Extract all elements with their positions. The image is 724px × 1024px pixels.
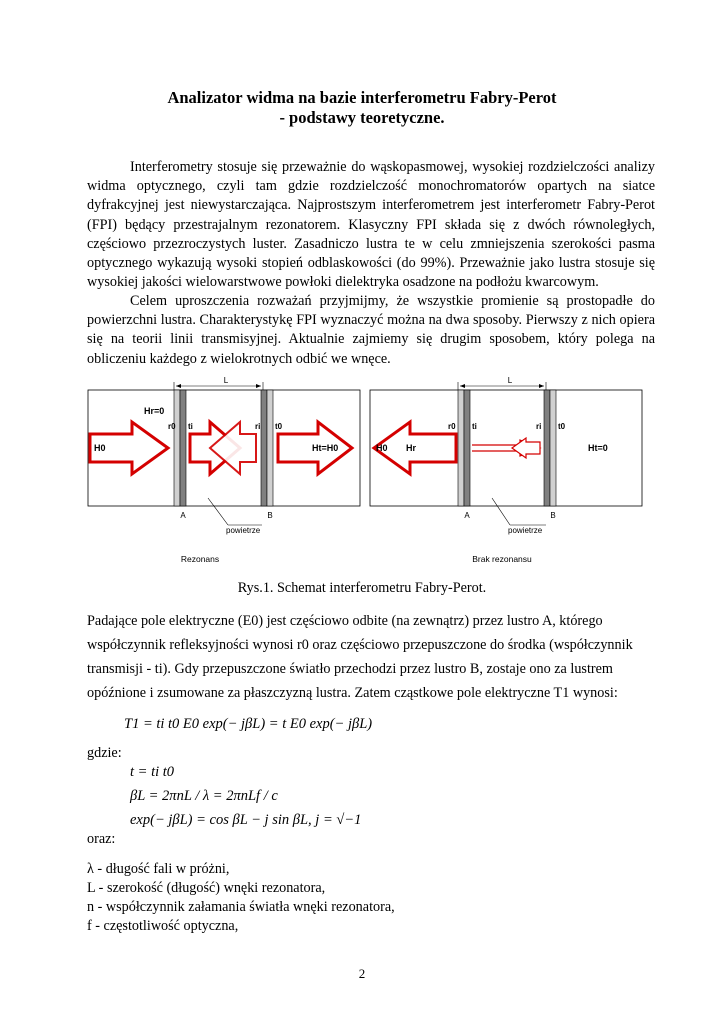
equation-exp: exp(− jβL) = cos βL − j sin βL, j = √−1 [130, 812, 362, 828]
ht0-label: Ht=0 [588, 443, 608, 453]
text-line-3: transmisji - ti). Gdy przepuszczone światło przechodzi przez lustro B, zostaje ono za lustrem [87, 661, 613, 677]
h0-label-left: H0 [94, 443, 106, 453]
r0-label-left: r0 [168, 422, 176, 431]
air-label-left: powietrze [226, 526, 261, 535]
right-length-label: L [507, 376, 513, 385]
ti-label-right: ti [472, 422, 477, 431]
definition-n: n - współczynnik załamania światła wnęki rezonatora, [87, 899, 395, 915]
gdzie-label: gdzie: [87, 745, 122, 761]
equation-beta-l: βL = 2πnL / λ = 2πnLf / c [130, 788, 278, 804]
mirror-a-left-substrate [174, 390, 180, 506]
title-line-2: - podstawy teoretyczne. [279, 108, 445, 127]
ht-h0-label: Ht=H0 [312, 443, 339, 453]
mirror-a-label-right: A [464, 511, 470, 520]
mirror-b-left-substrate [267, 390, 273, 506]
hr0-label: Hr=0 [144, 406, 165, 416]
resonance-label: Rezonans [180, 554, 220, 564]
text-line-1: Padające pole elektryczne (E0) jest częściowo odbite (na zewnątrz) przez lustro A, którego [87, 613, 603, 629]
figure-caption: Rys.1. Schemat interferometru Fabry-Perot. [237, 580, 487, 596]
mirror-b-left-coating [261, 390, 267, 506]
ti-label-left: ti [188, 422, 193, 431]
definition-f: f - częstotliwość optyczna, [87, 918, 239, 934]
equation-t1: T1 = ti t0 E0 exp(− jβL) = t E0 exp(− jβL) [124, 716, 373, 732]
ri-label-right: ri [536, 422, 542, 431]
fabry-perot-figure [80, 372, 660, 572]
mirror-b-right-substrate [550, 390, 556, 506]
hr-label-right: Hr [406, 443, 417, 453]
paragraph-1: Interferometry stosuje się przeważnie do wąskopasmowej, wysokiej rozdzielczości analizy widma optycznego, czyli tam gdzie rozdzielczość monochromatorów opartych na siatce dyfrakcyjnej jest niewystarczająca. Najprostszym interferometrem jest interferometr Fabry-Perot (FPI) będący przestrajalnym rezonatorem. Klasyczny FPI składa się z dwóch równoległych, częściowo przezroczystych luster. Zasadniczo lustra te w celu zmniejszenia szerokości pasma optycznego wykazują wysoki stopień odblaskowości (do 99%). Przeważnie jako lustra stosuje się wysokiej jakości wielowarstwowe powłoki dielektryka osadzone na podłożu kwarcowym. [87, 159, 655, 291]
weak-backward-arrow [512, 438, 540, 458]
definition-lambda: λ - długość fali w próżni, [87, 861, 230, 877]
mirror-a-label-left: A [180, 511, 186, 520]
text-line-4: opóźnione i zsumowane za płaszczyzną lustra. Zatem cząstkowe pole elektryczne T1 wynosi: [87, 685, 618, 701]
mirror-b-label-right: B [550, 511, 556, 520]
mirror-a-right-substrate [458, 390, 464, 506]
mirror-a-right-coating [464, 390, 470, 506]
t0-label-right: t0 [558, 422, 566, 431]
ri-label-left: ri [255, 422, 261, 431]
equation-t: t = ti t0 [130, 764, 175, 780]
paragraph-2: Celem uproszczenia rozważań przyjmijmy, że wszystkie promienie są prostopadłe do powierzchni lustra. Charakterystykę FPI wyznaczyć można na dwa sposoby. Pierwszy z nich opiera się na teorii linii transmisyjnej. Aktualnie zajmiemy się drugim sposobem, który polega na obliczeniu każdego z wielokrotnych odbić we wnęce. [87, 293, 655, 367]
air-label-right: powietrze [508, 526, 543, 535]
mirror-b-right-coating [544, 390, 550, 506]
page-number: 2 [358, 966, 366, 981]
mirror-a-left-coating [180, 390, 186, 506]
oraz-label: oraz: [87, 831, 116, 847]
r0-label-right: r0 [448, 422, 456, 431]
title-line-1: Analizator widma na bazie interferometru Fabry-Perot [167, 88, 557, 107]
left-length-label: L [223, 376, 229, 385]
mirror-b-label-left: B [267, 511, 273, 520]
definition-l: L - szerokość (długość) wnęki rezonatora, [87, 880, 326, 896]
t0-label-left: t0 [275, 422, 283, 431]
text-line-2: współczynnik refleksyjności wynosi r0 oraz częściowo przepuszczone do środka (współczynnik [87, 637, 633, 653]
no-resonance-label: Brak rezonansu [472, 554, 532, 564]
h0-label-right: H0 [376, 443, 388, 453]
